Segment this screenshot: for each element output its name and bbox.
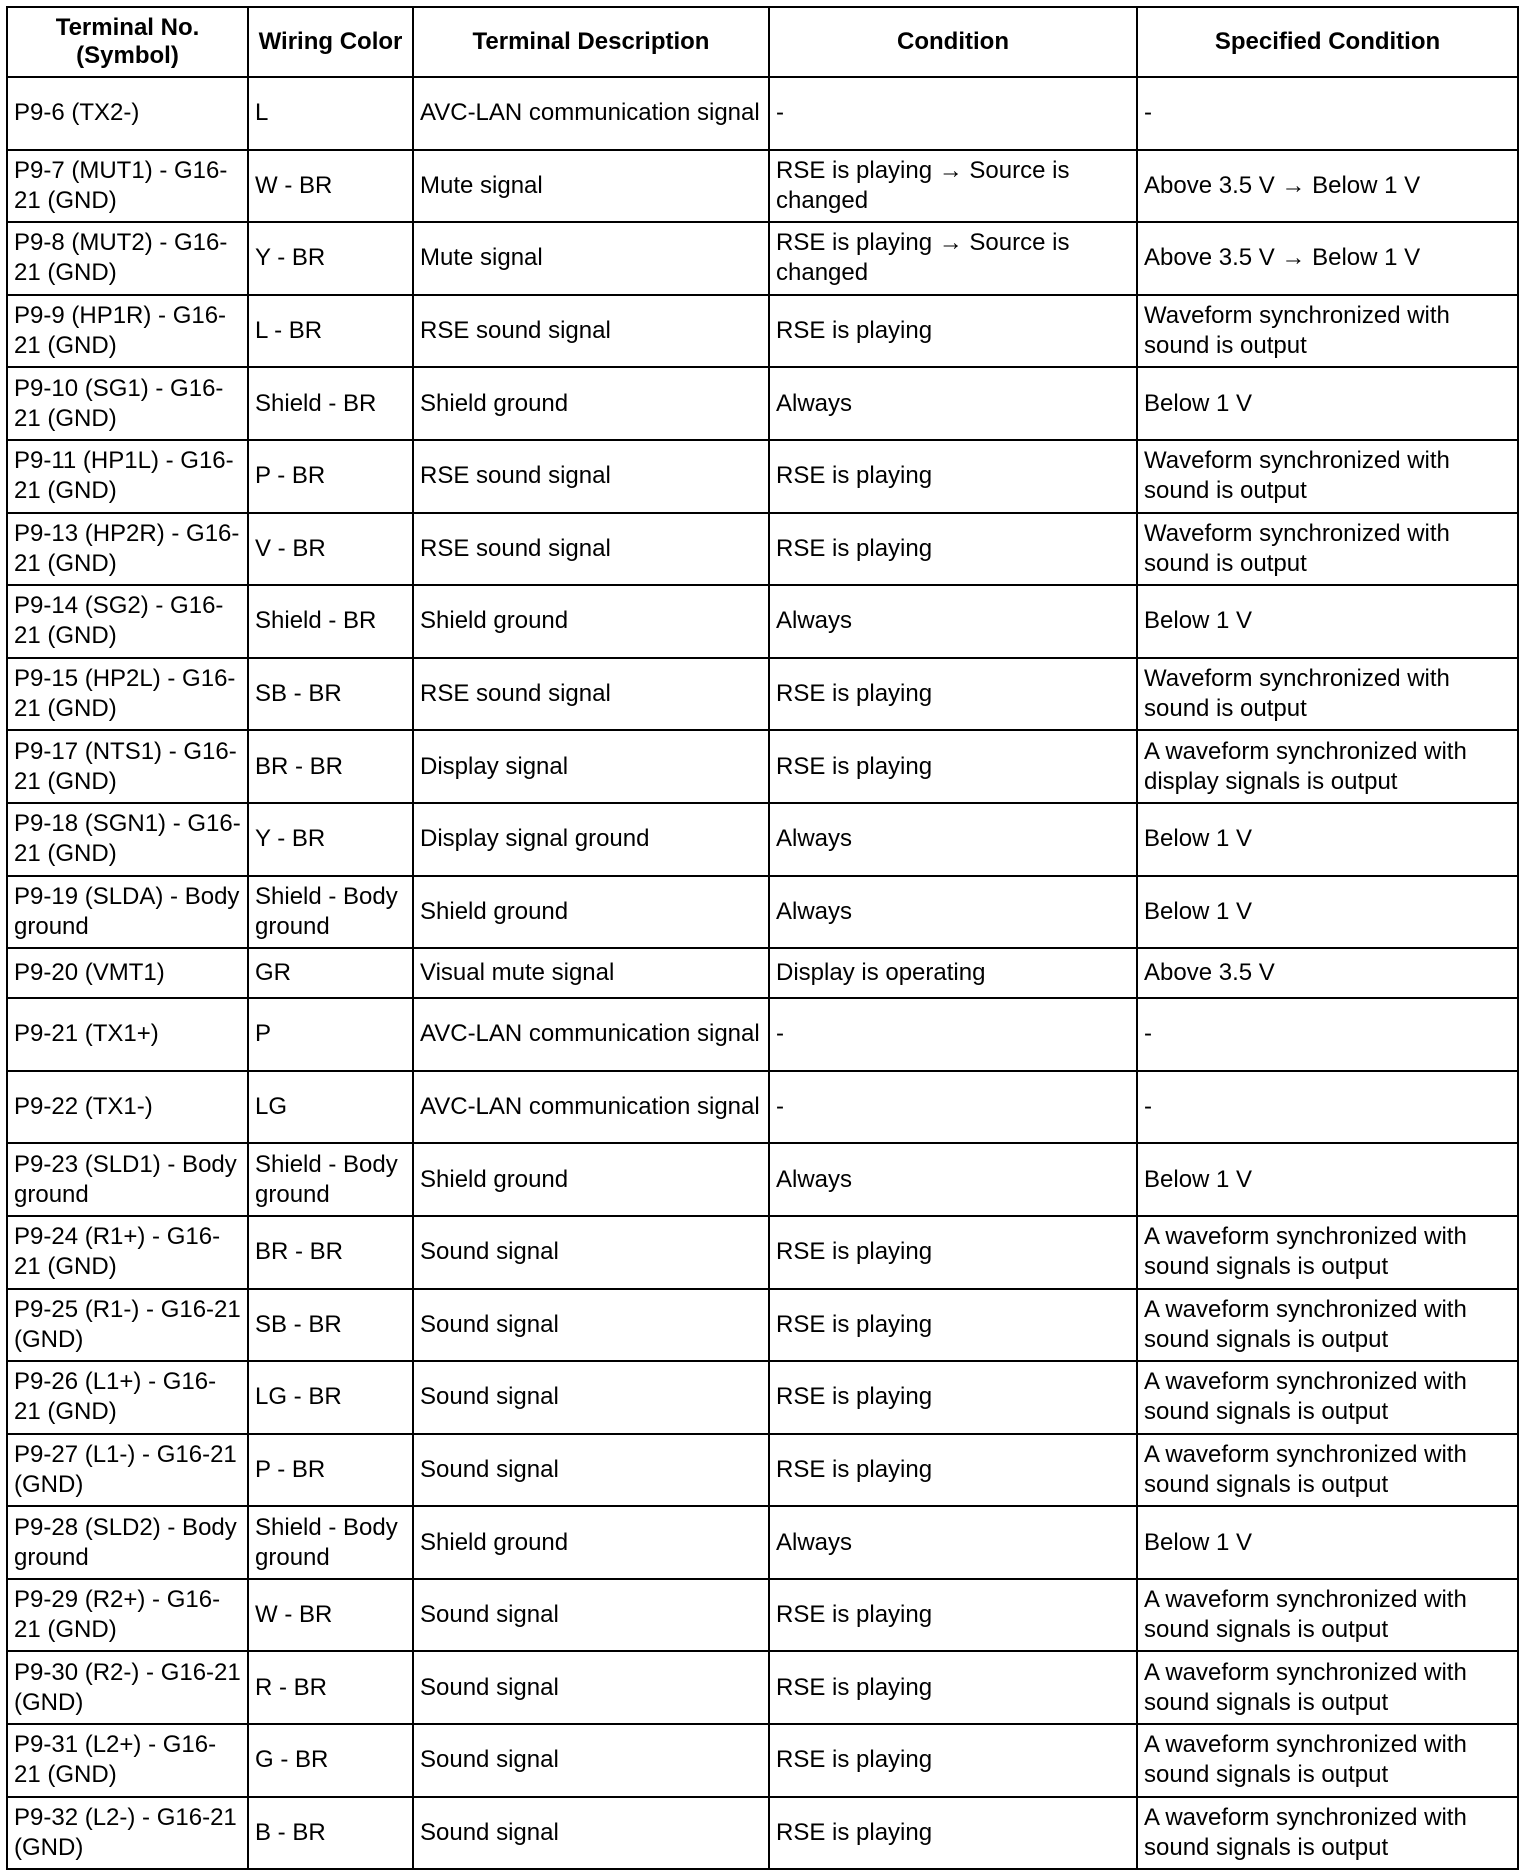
cell-specified-condition: A waveform synchronized with sound signals is output	[1137, 1651, 1518, 1724]
cell-wiring-color: Shield - BR	[248, 585, 413, 658]
cell-terminal: P9-7 (MUT1) - G16-21 (GND)	[7, 150, 248, 223]
cell-wiring-color: V - BR	[248, 513, 413, 586]
cell-wiring-color: BR - BR	[248, 1216, 413, 1289]
table-row	[7, 440, 1518, 513]
table-row	[7, 295, 1518, 368]
cell-condition: RSE is playing	[769, 1361, 1137, 1434]
cell-wiring-color: Y - BR	[248, 803, 413, 876]
cell-terminal-description: AVC-LAN communication signal	[413, 1071, 769, 1144]
cell-terminal: P9-6 (TX2-)	[7, 77, 248, 150]
table-row	[7, 876, 1518, 949]
cell-terminal-description: Visual mute signal	[413, 948, 769, 998]
cell-wiring-color: P	[248, 998, 413, 1071]
cell-specified-condition: A waveform synchronized with sound signals is output	[1137, 1797, 1518, 1870]
cell-wiring-color: G - BR	[248, 1724, 413, 1797]
cell-terminal: P9-21 (TX1+)	[7, 998, 248, 1071]
cell-terminal: P9-24 (R1+) - G16-21 (GND)	[7, 1216, 248, 1289]
cell-terminal-description: Sound signal	[413, 1651, 769, 1724]
cell-condition: Display is operating	[769, 948, 1137, 998]
cell-terminal: P9-15 (HP2L) - G16-21 (GND)	[7, 658, 248, 731]
cell-terminal: P9-18 (SGN1) - G16-21 (GND)	[7, 803, 248, 876]
header-terminal: Terminal No. (Symbol)	[7, 7, 248, 77]
table-row	[7, 150, 1518, 223]
cell-terminal-description: Sound signal	[413, 1724, 769, 1797]
cell-condition: Always	[769, 803, 1137, 876]
cell-specified-condition: Below 1 V	[1137, 876, 1518, 949]
cell-specified-condition: A waveform synchronized with sound signals is output	[1137, 1724, 1518, 1797]
cell-terminal-description: Display signal ground	[413, 803, 769, 876]
cell-condition: RSE is playing → Source is changed	[769, 222, 1137, 295]
table-row	[7, 1289, 1518, 1362]
cell-terminal: P9-31 (L2+) - G16-21 (GND)	[7, 1724, 248, 1797]
cell-terminal: P9-8 (MUT2) - G16-21 (GND)	[7, 222, 248, 295]
cell-terminal: P9-25 (R1-) - G16-21 (GND)	[7, 1289, 248, 1362]
table-row	[7, 948, 1518, 998]
table-body	[7, 77, 1518, 1869]
cell-specified-condition: Below 1 V	[1137, 585, 1518, 658]
cell-terminal: P9-27 (L1-) - G16-21 (GND)	[7, 1434, 248, 1507]
cell-wiring-color: SB - BR	[248, 658, 413, 731]
table-row	[7, 1216, 1518, 1289]
terminal-table	[6, 6, 1519, 1870]
cell-specified-condition: A waveform synchronized with sound signals is output	[1137, 1434, 1518, 1507]
cell-wiring-color: LG	[248, 1071, 413, 1144]
cell-specified-condition: Below 1 V	[1137, 803, 1518, 876]
cell-wiring-color: B - BR	[248, 1797, 413, 1870]
table-row	[7, 1651, 1518, 1724]
cell-terminal: P9-20 (VMT1)	[7, 948, 248, 998]
cell-specified-condition: A waveform synchronized with sound signals is output	[1137, 1579, 1518, 1652]
cell-terminal-description: RSE sound signal	[413, 658, 769, 731]
cell-wiring-color: Shield - Body ground	[248, 1143, 413, 1216]
cell-specified-condition: Waveform synchronized with sound is output	[1137, 440, 1518, 513]
cell-specified-condition: A waveform synchronized with sound signals is output	[1137, 1289, 1518, 1362]
header-wiring-color: Wiring Color	[248, 7, 413, 77]
cell-specified-condition: -	[1137, 1071, 1518, 1144]
table-row	[7, 1071, 1518, 1144]
cell-terminal-description: Shield ground	[413, 585, 769, 658]
cell-terminal-description: Shield ground	[413, 367, 769, 440]
table-row	[7, 1724, 1518, 1797]
cell-specified-condition: Below 1 V	[1137, 1143, 1518, 1216]
cell-terminal: P9-13 (HP2R) - G16-21 (GND)	[7, 513, 248, 586]
table-row	[7, 1143, 1518, 1216]
cell-condition: Always	[769, 1143, 1137, 1216]
cell-terminal-description: RSE sound signal	[413, 513, 769, 586]
cell-condition: -	[769, 1071, 1137, 1144]
cell-condition: RSE is playing	[769, 1216, 1137, 1289]
cell-terminal: P9-22 (TX1-)	[7, 1071, 248, 1144]
cell-terminal: P9-29 (R2+) - G16-21 (GND)	[7, 1579, 248, 1652]
cell-wiring-color: R - BR	[248, 1651, 413, 1724]
cell-wiring-color: Shield - BR	[248, 367, 413, 440]
cell-terminal-description: Display signal	[413, 730, 769, 803]
cell-condition: Always	[769, 585, 1137, 658]
table-row	[7, 1506, 1518, 1579]
cell-terminal-description: Mute signal	[413, 150, 769, 223]
cell-condition: RSE is playing	[769, 295, 1137, 368]
cell-terminal-description: Shield ground	[413, 876, 769, 949]
table-row	[7, 730, 1518, 803]
cell-wiring-color: SB - BR	[248, 1289, 413, 1362]
cell-wiring-color: GR	[248, 948, 413, 998]
cell-wiring-color: L	[248, 77, 413, 150]
table-row	[7, 222, 1518, 295]
cell-terminal: P9-26 (L1+) - G16-21 (GND)	[7, 1361, 248, 1434]
cell-condition: RSE is playing	[769, 1797, 1137, 1870]
cell-terminal-description: Shield ground	[413, 1143, 769, 1216]
cell-terminal: P9-10 (SG1) - G16-21 (GND)	[7, 367, 248, 440]
cell-terminal-description: Sound signal	[413, 1797, 769, 1870]
table-row	[7, 1361, 1518, 1434]
cell-condition: RSE is playing	[769, 1724, 1137, 1797]
cell-condition: RSE is playing	[769, 440, 1137, 513]
cell-condition: RSE is playing	[769, 513, 1137, 586]
cell-specified-condition: A waveform synchronized with sound signals is output	[1137, 1361, 1518, 1434]
cell-terminal: P9-9 (HP1R) - G16-21 (GND)	[7, 295, 248, 368]
cell-terminal: P9-17 (NTS1) - G16-21 (GND)	[7, 730, 248, 803]
cell-terminal-description: Sound signal	[413, 1434, 769, 1507]
table-row	[7, 1797, 1518, 1870]
cell-terminal: P9-19 (SLDA) - Body ground	[7, 876, 248, 949]
cell-wiring-color: Y - BR	[248, 222, 413, 295]
cell-specified-condition: Above 3.5 V → Below 1 V	[1137, 150, 1518, 223]
cell-wiring-color: L - BR	[248, 295, 413, 368]
table-row	[7, 1434, 1518, 1507]
cell-terminal: P9-11 (HP1L) - G16-21 (GND)	[7, 440, 248, 513]
cell-specified-condition: Waveform synchronized with sound is output	[1137, 513, 1518, 586]
cell-terminal: P9-28 (SLD2) - Body ground	[7, 1506, 248, 1579]
cell-terminal: P9-32 (L2-) - G16-21 (GND)	[7, 1797, 248, 1870]
terminal-table-container	[6, 6, 1519, 1870]
cell-specified-condition: A waveform synchronized with display signals is output	[1137, 730, 1518, 803]
header-condition: Condition	[769, 7, 1137, 77]
header-specified-condition: Specified Condition	[1137, 7, 1518, 77]
table-row	[7, 513, 1518, 586]
cell-wiring-color: Shield - Body ground	[248, 1506, 413, 1579]
cell-condition: RSE is playing	[769, 730, 1137, 803]
cell-terminal: P9-23 (SLD1) - Body ground	[7, 1143, 248, 1216]
cell-wiring-color: BR - BR	[248, 730, 413, 803]
cell-wiring-color: W - BR	[248, 150, 413, 223]
cell-condition: -	[769, 998, 1137, 1071]
cell-terminal-description: Sound signal	[413, 1361, 769, 1434]
cell-condition: Always	[769, 367, 1137, 440]
cell-terminal-description: AVC-LAN communication signal	[413, 77, 769, 150]
cell-specified-condition: Above 3.5 V → Below 1 V	[1137, 222, 1518, 295]
cell-terminal-description: Sound signal	[413, 1216, 769, 1289]
cell-terminal-description: Sound signal	[413, 1289, 769, 1362]
cell-specified-condition: A waveform synchronized with sound signals is output	[1137, 1216, 1518, 1289]
cell-specified-condition: -	[1137, 77, 1518, 150]
cell-condition: Always	[769, 1506, 1137, 1579]
cell-condition: RSE is playing → Source is changed	[769, 150, 1137, 223]
cell-terminal-description: Sound signal	[413, 1579, 769, 1652]
cell-specified-condition: Below 1 V	[1137, 367, 1518, 440]
table-row	[7, 998, 1518, 1071]
cell-specified-condition: -	[1137, 998, 1518, 1071]
table-row	[7, 585, 1518, 658]
table-row	[7, 77, 1518, 150]
cell-specified-condition: Below 1 V	[1137, 1506, 1518, 1579]
cell-terminal-description: RSE sound signal	[413, 295, 769, 368]
cell-wiring-color: P - BR	[248, 440, 413, 513]
cell-condition: RSE is playing	[769, 1289, 1137, 1362]
cell-wiring-color: LG - BR	[248, 1361, 413, 1434]
header-terminal-description: Terminal Description	[413, 7, 769, 77]
cell-specified-condition: Above 3.5 V	[1137, 948, 1518, 998]
cell-terminal: P9-14 (SG2) - G16-21 (GND)	[7, 585, 248, 658]
cell-specified-condition: Waveform synchronized with sound is output	[1137, 295, 1518, 368]
cell-terminal-description: Shield ground	[413, 1506, 769, 1579]
cell-wiring-color: W - BR	[248, 1579, 413, 1652]
table-row	[7, 1579, 1518, 1652]
cell-terminal-description: RSE sound signal	[413, 440, 769, 513]
cell-condition: Always	[769, 876, 1137, 949]
cell-wiring-color: Shield - Body ground	[248, 876, 413, 949]
cell-wiring-color: P - BR	[248, 1434, 413, 1507]
table-row	[7, 367, 1518, 440]
cell-terminal: P9-30 (R2-) - G16-21 (GND)	[7, 1651, 248, 1724]
cell-condition: RSE is playing	[769, 1651, 1137, 1724]
table-row	[7, 803, 1518, 876]
table-row	[7, 658, 1518, 731]
cell-specified-condition: Waveform synchronized with sound is output	[1137, 658, 1518, 731]
table-header-row	[7, 7, 1518, 77]
cell-condition: -	[769, 77, 1137, 150]
cell-condition: RSE is playing	[769, 658, 1137, 731]
cell-condition: RSE is playing	[769, 1434, 1137, 1507]
cell-terminal-description: AVC-LAN communication signal	[413, 998, 769, 1071]
cell-condition: RSE is playing	[769, 1579, 1137, 1652]
cell-terminal-description: Mute signal	[413, 222, 769, 295]
